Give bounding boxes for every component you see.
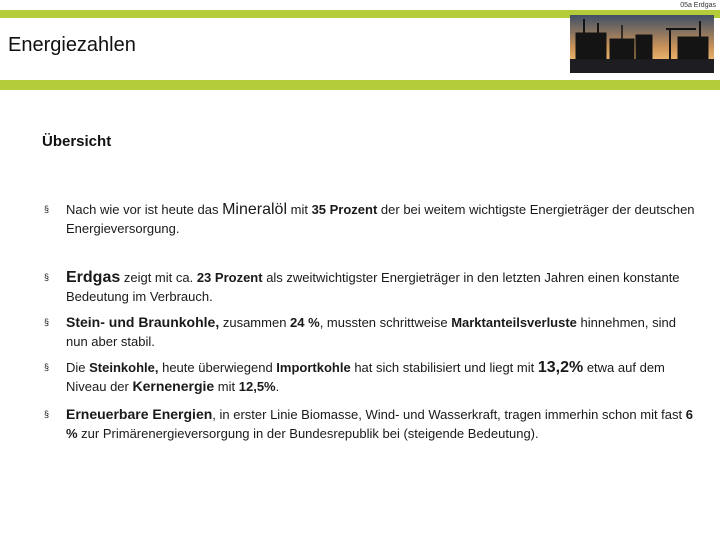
corner-label: 05a Erdgas [680,2,716,9]
offshore-platform-photo [570,15,714,73]
bottom-accent-band [0,80,720,90]
bullet-marker: § [44,272,50,282]
bullet-text: Erneuerbare Energien, in erster Linie Biomasse, Wind- und Wasserkraft, tragen immerhin schon mit fast 6 % zur Primärenergieversorgung in der Bundesrepublik bei (steigende Bedeutung). [66,406,693,441]
page-title: Energiezahlen [8,34,136,56]
bullet-marker: § [44,317,50,327]
bullet-text: Erdgas zeigt mit ca. 23 Prozent als zweitwichtigster Energieträger in den letzten Jahren einen konstante Bedeutung im Verbrauch. [66,269,680,304]
bullet-marker: § [44,409,50,419]
bullet-marker: § [44,204,50,214]
bullet-text: Stein- und Braunkohle, zusammen 24 %, mussten schrittweise Marktanteilsverluste hinnehmen, sind nun aber stabil. [66,314,676,349]
bullet-marker: § [44,362,50,372]
bullet-text: Nach wie vor ist heute das Mineralöl mit 35 Prozent der bei weitem wichtigste Energieträger der deutschen Energieversorgung. [66,201,695,236]
section-heading: Übersicht [42,133,112,150]
bullet-text: Die Steinkohle, heute überwiegend Importkohle hat sich stabilisiert und liegt mit 13,2% etwa auf dem Niveau der Kernenergie mit 12,5%. [66,359,665,394]
